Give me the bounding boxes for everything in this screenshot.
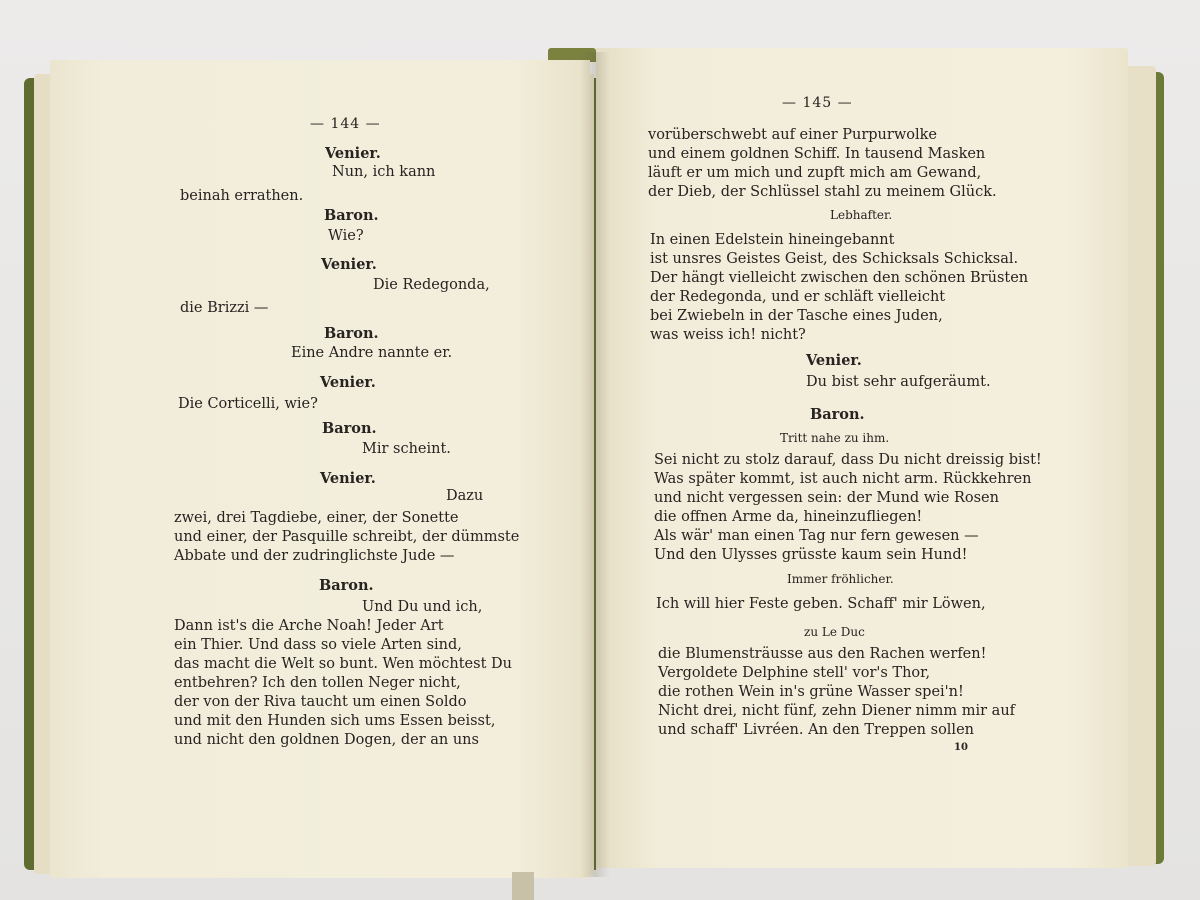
text-line: die Brizzi — bbox=[180, 300, 269, 316]
signature-mark: 10 bbox=[954, 742, 968, 753]
text-line: und nicht den goldnen Dogen, der an uns bbox=[174, 732, 479, 748]
text-line: beinah errathen. bbox=[180, 188, 304, 204]
stage-direction: Immer fröhlicher. bbox=[787, 572, 894, 586]
text-line: Nun, ich kann bbox=[332, 164, 436, 180]
text-line: der von der Riva taucht um einen Soldo bbox=[174, 694, 467, 710]
text-line: Der hängt vielleicht zwischen den schönen Brüsten bbox=[650, 270, 1029, 286]
speaker-name: Venier. bbox=[320, 470, 376, 487]
text-line: entbehren? Ich den tollen Neger nicht, bbox=[174, 675, 461, 691]
book-gutter bbox=[580, 52, 610, 877]
text-line: Mir scheint. bbox=[362, 441, 451, 457]
stage-direction: Lebhafter. bbox=[830, 208, 893, 222]
text-line: der Dieb, der Schlüssel stahl zu meinem Glück. bbox=[648, 184, 997, 200]
text-line: Eine Andre nannte er. bbox=[291, 345, 453, 361]
text-line: Dann ist's die Arche Noah! Jeder Art bbox=[174, 618, 444, 634]
speaker-name: Venier. bbox=[806, 352, 862, 369]
text-line: Wie? bbox=[328, 228, 364, 244]
text-line: Sei nicht zu stolz darauf, dass Du nicht dreissig bist! bbox=[654, 452, 1042, 468]
text-line: Nicht drei, nicht fünf, zehn Diener nimm mir auf bbox=[658, 703, 1016, 719]
text-line: ist unsres Geistes Geist, des Schicksals Schicksal. bbox=[650, 251, 1019, 267]
page-number: — 144 — bbox=[310, 116, 381, 132]
text-line: die Blumensträusse aus den Rachen werfen! bbox=[658, 646, 987, 662]
speaker-name: Baron. bbox=[324, 207, 379, 224]
speaker-name: Baron. bbox=[324, 325, 379, 342]
speaker-name: Baron. bbox=[319, 577, 374, 594]
text-line: bei Zwiebeln in der Tasche eines Juden, bbox=[650, 308, 943, 324]
left-page bbox=[50, 60, 590, 878]
speaker-name: Venier. bbox=[320, 374, 376, 391]
text-line: die rothen Wein in's grüne Wasser spei'n! bbox=[658, 684, 964, 700]
text-line: läuft er um mich und zupft mich am Gewand, bbox=[648, 165, 982, 181]
text-line: Ich will hier Feste geben. Schaff' mir Löwen, bbox=[656, 596, 986, 612]
text-line: was weiss ich! nicht? bbox=[650, 327, 806, 343]
text-line: Vergoldete Delphine stell' vor's Thor, bbox=[658, 665, 931, 681]
text-line: In einen Edelstein hineingebannt bbox=[650, 232, 895, 248]
text-line: und schaff' Livréen. An den Treppen sollen bbox=[658, 722, 974, 738]
speaker-name: Venier. bbox=[325, 145, 381, 162]
text-line: Was später kommt, ist auch nicht arm. Rückkehren bbox=[654, 471, 1032, 487]
text-line: und einer, der Pasquille schreibt, der dümmste bbox=[174, 529, 520, 545]
text-line: Dazu bbox=[446, 488, 484, 504]
text-line: Abbate und der zudringlichste Jude — bbox=[174, 548, 455, 564]
text-line: zwei, drei Tagdiebe, einer, der Sonette bbox=[174, 510, 459, 526]
text-line: ein Thier. Und dass so viele Arten sind, bbox=[174, 637, 462, 653]
text-line: vorüberschwebt auf einer Purpurwolke bbox=[648, 127, 937, 143]
stage-direction: zu Le Duc bbox=[804, 625, 865, 639]
speaker-name: Baron. bbox=[322, 420, 377, 437]
page-number: — 145 — bbox=[782, 95, 853, 111]
bookmark-ribbon bbox=[512, 872, 534, 900]
text-line: Du bist sehr aufgeräumt. bbox=[806, 374, 991, 390]
text-line: und einem goldnen Schiff. In tausend Masken bbox=[648, 146, 986, 162]
text-line: und nicht vergessen sein: der Mund wie Rosen bbox=[654, 490, 999, 506]
right-page bbox=[596, 48, 1128, 868]
text-line: Die Corticelli, wie? bbox=[178, 396, 318, 412]
text-line: Die Redegonda, bbox=[373, 277, 490, 293]
speaker-name: Baron. bbox=[810, 406, 865, 423]
speaker-name: Venier. bbox=[321, 256, 377, 273]
text-line: Als wär' man einen Tag nur fern gewesen — bbox=[654, 528, 979, 544]
text-line: Und den Ulysses grüsste kaum sein Hund! bbox=[654, 547, 968, 563]
text-line: der Redegonda, und er schläft vielleicht bbox=[650, 289, 946, 305]
text-line: und mit den Hunden sich ums Essen beisst, bbox=[174, 713, 496, 729]
stage-direction: Tritt nahe zu ihm. bbox=[780, 431, 890, 445]
text-line: das macht die Welt so bunt. Wen möchtest Du bbox=[174, 656, 512, 672]
text-line: die offnen Arme da, hineinzufliegen! bbox=[654, 509, 923, 525]
text-line: Und Du und ich, bbox=[362, 599, 483, 615]
